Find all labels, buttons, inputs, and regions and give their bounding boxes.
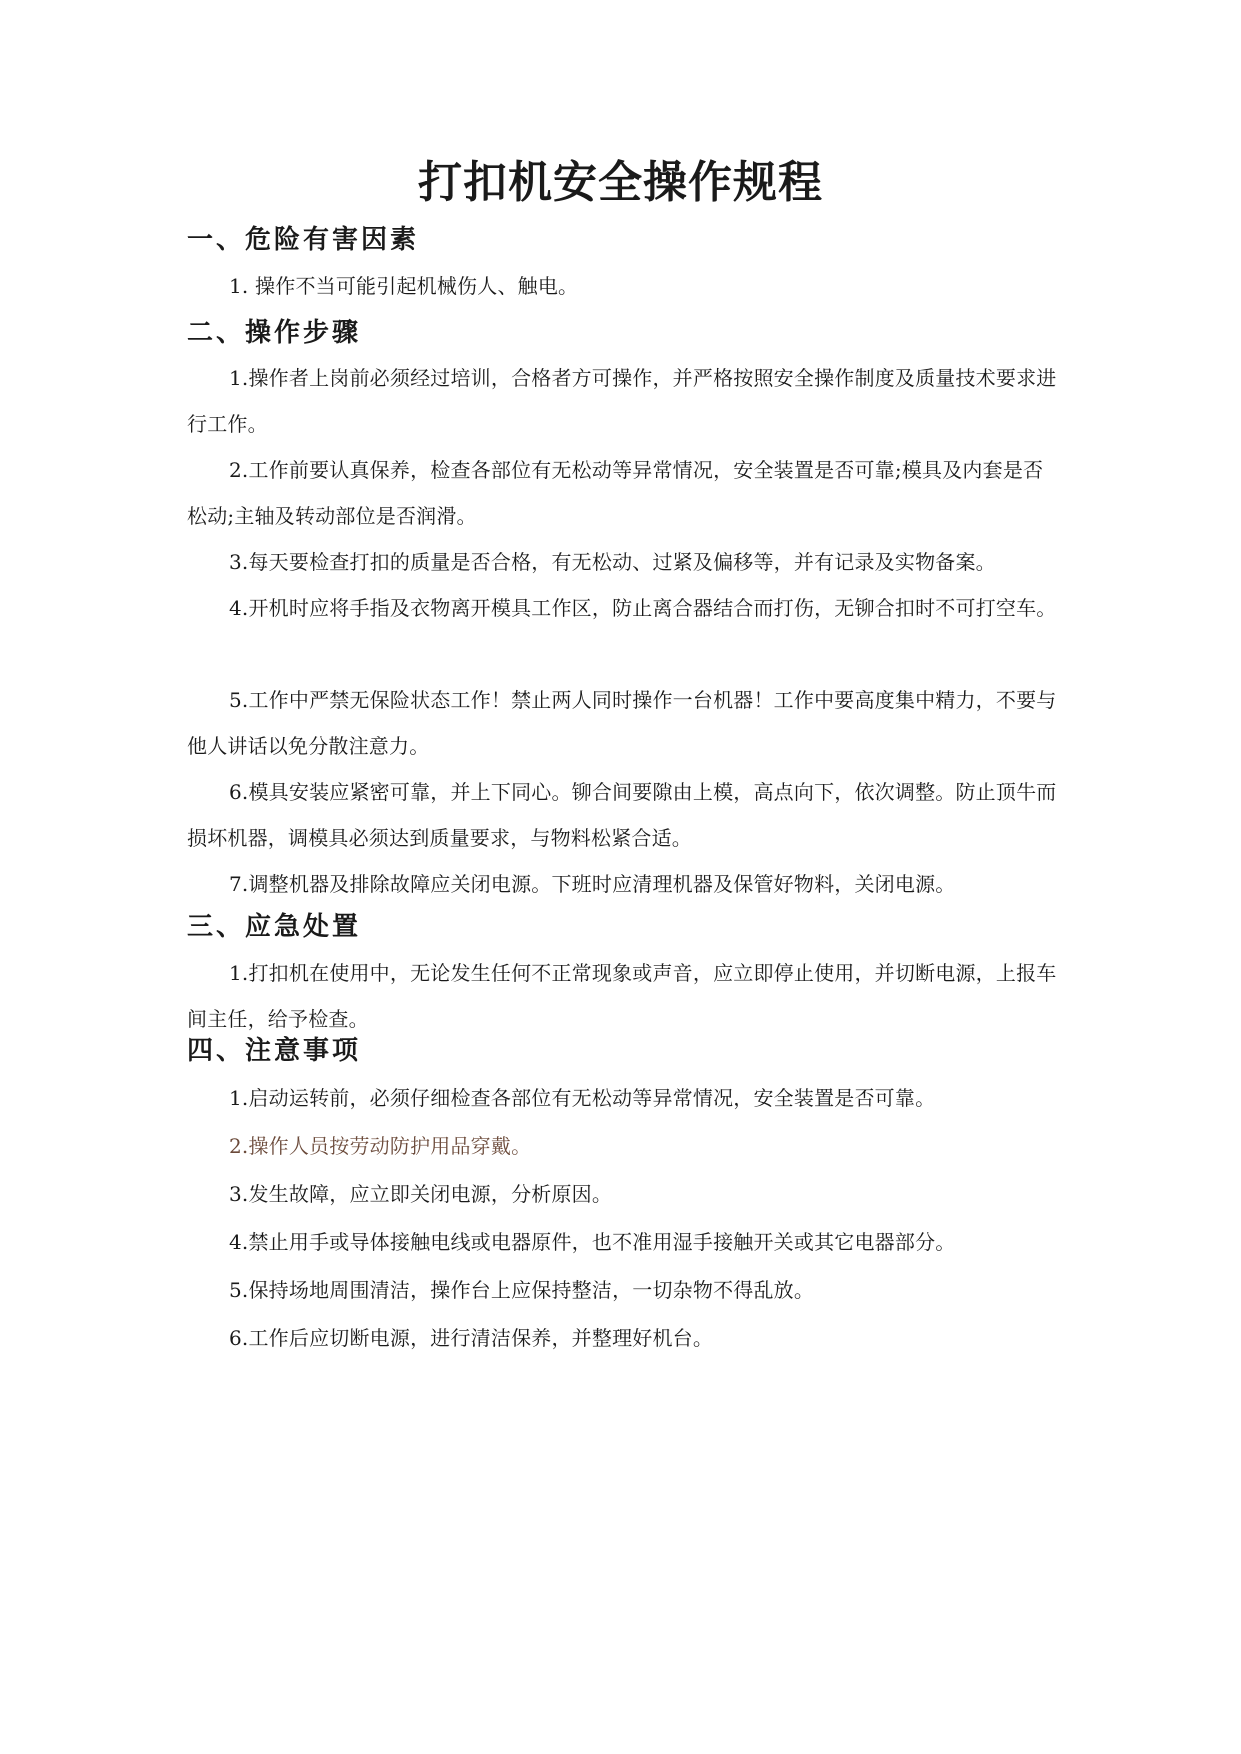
procedure-item-6: 6.模具安装应紧密可靠，并上下同心。铆合间要隙由上模，高点向下，依次调整。防止顶牛而损坏机器，调模具必须达到质量要求，与物料松紧合适。: [187, 780, 1057, 850]
section-heading-hazards: 一、危险有害因素: [187, 225, 420, 255]
notes-item-2: 2.操作人员按劳动防护用品穿戴。: [229, 1134, 532, 1158]
procedure-item-5: 5.工作中严禁无保险状态工作！禁止两人同时操作一台机器！工作中要高度集中精力，不要与他人讲话以免分散注意力。: [187, 688, 1057, 758]
notes-item-1: 1.启动运转前，必须仔细检查各部位有无松动等异常情况，安全装置是否可靠。: [229, 1086, 936, 1110]
notes-item-3: 3.发生故障，应立即关闭电源，分析原因。: [229, 1182, 613, 1206]
procedure-item-1: 1.操作者上岗前必须经过培训，合格者方可操作，并严格按照安全操作制度及质量技术要求进行工作。: [187, 366, 1057, 436]
procedure-item-4: 4.开机时应将手指及衣物离开模具工作区，防止离合器结合而打伤，无铆合扣时不可打空车。: [229, 596, 1057, 620]
procedure-item-2: 2.工作前要认真保养，检查各部位有无松动等异常情况，安全装置是否可靠;模具及内套是否松动;主轴及转动部位是否润滑。: [187, 458, 1044, 528]
notes-item-5: 5.保持场地周围清洁，操作台上应保持整洁，一切杂物不得乱放。: [229, 1278, 815, 1302]
procedure-item-3: 3.每天要检查打扣的质量是否合格，有无松动、过紧及偏移等，并有记录及实物备案。: [229, 550, 996, 574]
hazards-item-1: 1. 操作不当可能引起机械伤人、触电。: [229, 274, 579, 298]
procedure-item-7: 7.调整机器及排除故障应关闭电源。下班时应清理机器及保管好物料，关闭电源。: [229, 872, 956, 896]
section-heading-notes: 四、注意事项: [187, 1036, 362, 1066]
notes-item-4: 4.禁止用手或导体接触电线或电器原件，也不准用湿手接触开关或其它电器部分。: [229, 1230, 956, 1254]
emergency-item-1: 1.打扣机在使用中，无论发生任何不正常现象或声音，应立即停止使用，并切断电源，上报车间主任，给予检查。: [187, 961, 1057, 1031]
document-title: 打扣机安全操作规程: [418, 157, 823, 208]
section-heading-procedure: 二、操作步骤: [187, 318, 362, 348]
section-heading-emergency: 三、应急处置: [187, 912, 362, 942]
notes-item-6: 6.工作后应切断电源，进行清洁保养，并整理好机台。: [229, 1326, 714, 1350]
